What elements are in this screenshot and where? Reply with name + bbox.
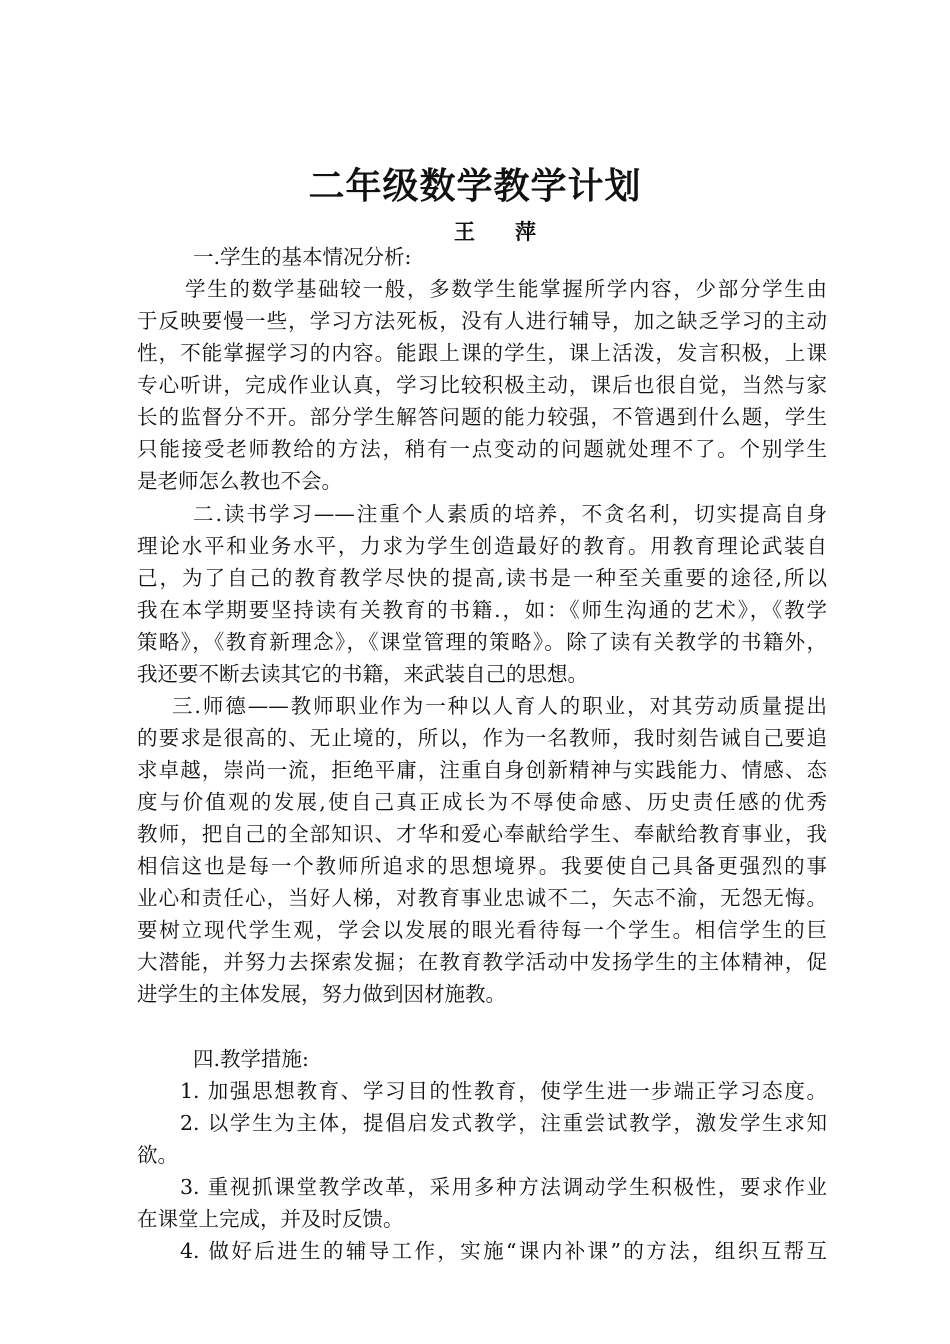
paragraph-line: 教师，把自己的全部知识、才华和爱心奉献给学生、奉献给教育事业，我 [137,822,827,846]
paragraph-line: 是老师怎么教也不会。 [137,469,342,493]
paragraph-line: 大潜能，并努力去探索发掘；在教育教学活动中发扬学生的主体精神，促 [137,950,827,974]
paragraph-line: 己，为了自己的教育教学尽快的提高,读书是一种至关重要的途径,所以 [137,566,827,590]
paragraph-line: 求卓越，崇尚一流，拒绝平庸，注重自身创新精神与实践能力、情感、态 [137,758,827,782]
list-item: 1. 加强思想教育、学习目的性教育，使学生进一步端正学习态度。 [180,1079,827,1103]
paragraph-line: 于反映要慢一些，学习方法死板，没有人进行辅导，加之缺乏学习的主动 [137,309,827,333]
section-heading-3: 三.师德——教师职业作为一种以人育人的职业，对其劳动质量提出 [172,694,827,718]
document-author: 王萍 [454,220,576,244]
paragraph-line: 度与价值观的发展,使自己真正成长为不辱使命感、历史责任感的优秀 [137,790,827,814]
document-title: 二年级数学教学计划 [308,166,642,207]
paragraph-line: 进学生的主体发展，努力做到因材施教。 [137,982,506,1006]
paragraph-line: 业心和责任心，当好人梯，对教育事业忠诚不二，矢志不渝，无怨无悔。 [137,886,827,910]
list-item: 3. 重视抓课堂教学改革，采用多种方法调动学生积极性，要求作业 [180,1175,827,1199]
paragraph-line: 我还要不断去读其它的书籍，来武装自己的思想。 [137,662,588,686]
section-heading-4: 四.教学措施: [193,1047,309,1071]
paragraph-line: 长的监督分不开。部分学生解答问题的能力较强，不管遇到什么题，学生 [137,405,827,429]
paragraph-line: 只能接受老师教给的方法，稍有一点变动的问题就处理不了。个别学生 [137,437,827,461]
paragraph-line: 相信这也是每一个教师所追求的思想境界。我要使自己具备更强烈的事 [137,854,827,878]
paragraph-line: 理论水平和业务水平，力求为学生创造最好的教育。用教育理论武装自 [137,534,827,558]
paragraph-line: 策略》，《教育新理念》，《课堂管理的策略》。除了读有关教学的书籍外， [137,630,827,654]
list-item-continuation: 在课堂上完成，并及时反馈。 [137,1207,404,1231]
paragraph-line: 专心听讲，完成作业认真，学习比较积极主动，课后也很自觉，当然与家 [137,373,827,397]
list-item-continuation: 欲。 [137,1143,178,1167]
section-heading-1: 一.学生的基本情况分析: [193,245,412,269]
list-item: 2. 以学生为主体，提倡启发式教学，注重尝试教学，激发学生求知 [180,1111,827,1135]
paragraph-line: 我在本学期要坚持读有关教育的书籍.，如：《师生沟通的艺术》，《教学 [137,598,827,622]
paragraph-line: 的要求是很高的、无止境的，所以，作为一名教师，我时刻告诫自己要追 [137,726,827,750]
list-item: 4. 做好后进生的辅导工作，实施“课内补课”的方法，组织互帮互 [180,1239,827,1263]
paragraph-line: 学生的数学基础较一般，多数学生能掌握所学内容，少部分学生由 [185,277,827,301]
paragraph-line: 要树立现代学生观，学会以发展的眼光看待每一个学生。相信学生的巨 [137,918,827,942]
section-heading-2: 二.读书学习——注重个人素质的培养，不贪名利，切实提高自身 [193,502,827,526]
paragraph-line: 性，不能掌握学习的内容。能跟上课的学生，课上活泼，发言积极，上课 [137,341,827,365]
